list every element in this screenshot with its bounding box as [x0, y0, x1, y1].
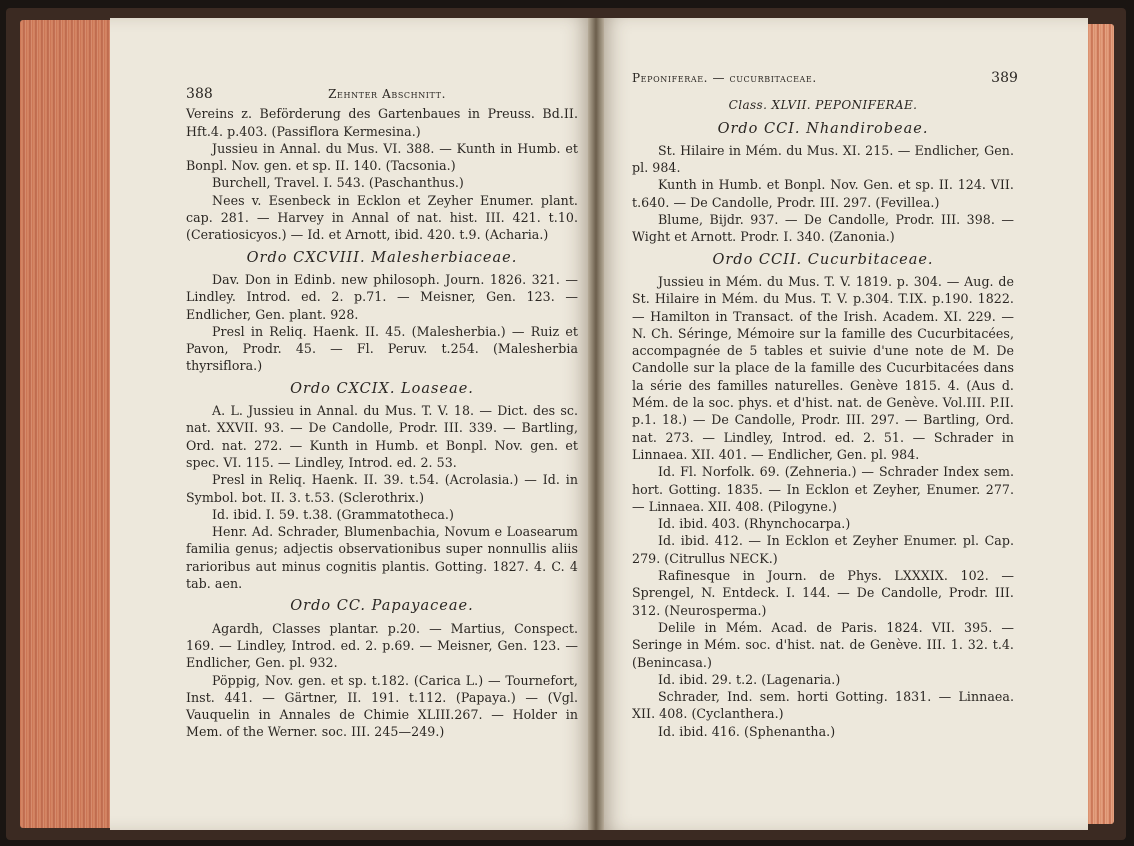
- paragraph: Id. ibid. 412. — In Ecklon et Zeyher Enumer. pl. Cap. 279. (Citrullus NECK.): [632, 533, 1014, 566]
- paragraph: Pöppig, Nov. gen. et sp. t.182. (Carica L.) — Tournefort, Inst. 441. — Gärtner, II. 191. t.112. (Papaya.) — (Vgl. Vauquelin in Annales de Chimie XLIII.267. — Holder in Mem. of the Werner. soc. III. 245—249.): [186, 672, 578, 740]
- paragraph: Jussieu in Annal. du Mus. VI. 388. — Kunth in Humb. et Bonpl. Nov. gen. et sp. II. 140. (Tacsonia.): [186, 140, 578, 174]
- paragraph: St. Hilaire in Mém. du Mus. XI. 215. — Endlicher, Gen. pl. 984.: [632, 142, 1014, 176]
- book-gutter: [588, 18, 604, 830]
- right-page: [598, 18, 1088, 830]
- left-page-text: [186, 86, 578, 741]
- ordo-heading: Ordo CC. Papayaceae.: [290, 598, 474, 615]
- right-page-body: [632, 97, 1014, 740]
- left-page: [110, 18, 594, 830]
- ordo-heading: Ordo CXCIX. Loaseae.: [290, 380, 474, 397]
- left-page-body: [186, 105, 578, 740]
- page-edges-left: [20, 20, 115, 828]
- ordo-heading: Ordo CCI. Nhandirobeae.: [717, 120, 929, 137]
- paragraph: Presl in Reliq. Haenk. II. 45. (Malesherbia.) — Ruiz et Pavon, Prodr. 45. — Fl. Peruv. t.254. (Malesherbia thyrsiflora.): [186, 323, 578, 374]
- paragraph: A. L. Jussieu in Annal. du Mus. T. V. 18. — Dict. des sc. nat. XXVII. 93. — De Candolle, Prodr. III. 339. — Bartling, Ord. nat. 272. — Kunth in Humb. et Bonpl. Nov. gen. et spec. VI. 115. — Lindley, Introd. ed. 2. 53.: [186, 403, 578, 470]
- paragraph: Rafinesque in Journ. de Phys. LXXXIX. 102. — Sprengel, N. Entdeck. I. 144. — De Candolle, Prodr. III. 312. (Neurosperma.): [632, 568, 1014, 618]
- paragraph: Id. ibid. 416. (Sphenantha.): [658, 723, 836, 739]
- paragraph: Vereins z. Beförderung des Gartenbaues in Preuss. Bd.II. Hft.4. p.403. (Passiflora Kermesina.): [186, 106, 578, 139]
- paragraph: Presl in Reliq. Haenk. II. 39. t.54. (Acrolasia.) — Id. in Symbol. bot. II. 3. t.53. (Sclerothrix.): [186, 472, 578, 505]
- right-page-text: [632, 70, 1018, 740]
- paragraph: Blume, Bijdr. 937. — De Candolle, Prodr. III. 398. — Wight et Arnott. Prodr. I. 340. (Zanonia.): [632, 212, 1014, 245]
- running-head: Zehnter Abschnitt.: [328, 87, 446, 101]
- ordo-heading: Ordo CXCVIII. Malesherbiaceae.: [246, 249, 518, 266]
- ordo-heading: Ordo CCII. Cucurbitaceae.: [712, 251, 934, 268]
- paragraph: Burchell, Travel. I. 543. (Paschanthus.): [212, 175, 464, 191]
- page-number: 388: [186, 86, 213, 102]
- paragraph: Jussieu in Mém. du Mus. T. V. 1819. p. 304. — Aug. de St. Hilaire in Mém. du Mus. T. V. p.304. T.IX. p.190. 1822. — Hamilton in Transact. of the Irish. Academ. XI. 229. — N. Ch. Séringe, Mémoire sur la famille des Cucurbitacées, accompagnée de 5 tables et suivie d'une note de M. De Candolle sur la place de la famille des Cucurbitacées dans la série des familles naturelles. Genève 1815. 4. (Aus d. Mém. de la soc. phys. et d'hist. nat. de Genève. Vol.III. P.II. p.1. 18.) — De Candolle, Prodr. III. 297. — Bartling, Ord. nat. 273. — Lindley, Introd. ed. 2. 51. — Schrader in Linnaea. XII. 401. — Endlicher, Gen. pl. 984.: [632, 273, 1014, 462]
- paragraph: Kunth in Humb. et Bonpl. Nov. Gen. et sp. II. 124. VII. t.640. — De Candolle, Prodr. III. 297. (Fevillea.): [632, 177, 1014, 210]
- paragraph: Id. ibid. 403. (Rhynchocarpa.): [658, 516, 851, 532]
- running-head: Peponiferae. — cucurbitaceae.: [632, 71, 817, 85]
- paragraph: Id. ibid. I. 59. t.38. (Grammatotheca.): [212, 506, 454, 522]
- left-page-header: [186, 86, 446, 103]
- paragraph: Dav. Don in Edinb. new philosoph. Journ. 1826. 321. — Lindley. Introd. ed. 2. p.71. — Meisner, Gen. 123. — Endlicher, Gen. plant. 928.: [186, 271, 578, 322]
- paragraph: Schrader, Ind. sem. horti Gotting. 1831. — Linnaea. XII. 408. (Cyclanthera.): [632, 689, 1014, 722]
- paragraph: Henr. Ad. Schrader, Blumenbachia, Novum e Loasearum familia genus; adjectis observationibus super nonnullis aliis rarioribus aut minus cognitis plantis. Gotting. 1827. 4. C. 4 tab. aen.: [186, 524, 578, 592]
- paragraph: Nees v. Esenbeck in Ecklon et Zeyher Enumer. plant. cap. 281. — Harvey in Annal of nat. hist. III. 421. t.10. (Ceratiosicyos.) — Id. et Arnott, ibid. 420. t.9. (Acharia.): [186, 192, 578, 243]
- class-heading: Class. XLVII. PEPONIFERAE.: [728, 98, 918, 113]
- paragraph: Agardh, Classes plantar. p.20. — Martius, Conspect. 169. — Lindley, Introd. ed. 2. p.69. — Meisner, Gen. 123. — Endlicher, Gen. pl. 932.: [186, 620, 578, 671]
- paragraph: Delile in Mém. Acad. de Paris. 1824. VII. 395. — Seringe in Mém. soc. d'hist. nat. de Genève. III. 1. 32. t.4. (Benincasa.): [632, 619, 1014, 670]
- right-page-header: [632, 70, 1018, 87]
- paragraph: Id. ibid. 29. t.2. (Lagenaria.): [658, 671, 841, 687]
- paragraph: Id. Fl. Norfolk. 69. (Zehneria.) — Schrader Index sem. hort. Gotting. 1835. — In Ecklon et Zeyher, Enumer. 277. — Linnaea. XII. 408. (Pilogyne.): [632, 464, 1014, 514]
- page-number: 389: [991, 70, 1018, 86]
